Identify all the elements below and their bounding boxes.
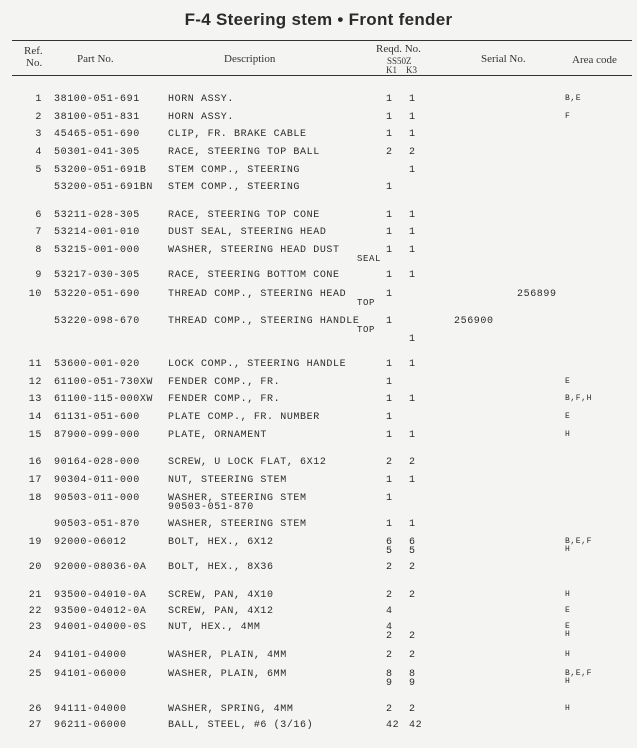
qty-k3: 2: [409, 562, 416, 573]
ref-number: 10: [28, 289, 42, 300]
ref-number: 14: [28, 412, 42, 423]
part-description: SCREW, PAN, 4X12: [168, 606, 274, 617]
area-code: E: [565, 412, 571, 421]
part-number: 50301-041-305: [54, 147, 140, 158]
header-top-rule: [12, 40, 632, 41]
part-description: BOLT, HEX., 8X36: [168, 562, 274, 573]
part-number: 53217-030-305: [54, 270, 140, 281]
ref-number: 15: [28, 430, 42, 441]
part-description: WASHER, STEERING HEAD DUST: [168, 245, 340, 256]
part-number: 94101-06000: [54, 669, 127, 680]
part-description: NUT, STEERING STEM: [168, 475, 287, 486]
qty-k1: 2: [386, 147, 393, 158]
header-ref-no: No.: [26, 57, 43, 69]
qty-k3: 1: [409, 112, 416, 123]
ref-number: 21: [28, 590, 42, 601]
header-part-no: Part No.: [77, 53, 114, 65]
part-number: 53200-051-691B: [54, 165, 147, 176]
ref-number: 5: [35, 165, 42, 176]
header-k1: K1: [386, 65, 397, 75]
area-code: H: [565, 430, 571, 439]
ref-number: 16: [28, 457, 42, 468]
qty-k1: 1: [386, 316, 393, 327]
part-description: RACE, STEERING TOP BALL: [168, 147, 320, 158]
qty-k3: 1: [409, 430, 416, 441]
part-description: FENDER COMP., FR.: [168, 377, 281, 388]
area-code: B,E: [565, 94, 582, 103]
qty-k3: 1: [409, 227, 416, 238]
area-code: E: [565, 606, 571, 615]
qty-k3: 1: [409, 394, 416, 405]
ref-number: 2: [35, 112, 42, 123]
qty-k1: 2: [386, 704, 393, 715]
ref-number: 12: [28, 377, 42, 388]
qty-k3: 2: [409, 704, 416, 715]
header-serial-no: Serial No.: [481, 53, 526, 65]
qty-k3: 2: [409, 457, 416, 468]
header-reqd-no: Reqd. No.: [376, 43, 421, 55]
area-code: B,F,H: [565, 394, 593, 403]
ref-number: 17: [28, 475, 42, 486]
area-code: B,E,F: [565, 669, 593, 678]
ref-number: 20: [28, 562, 42, 573]
qty-k1: 4: [386, 622, 393, 633]
part-number: 93500-04012-0A: [54, 606, 147, 617]
page-title: F-4 Steering stem • Front fender: [184, 10, 453, 29]
qty-k1: 1: [386, 475, 393, 486]
area-code-second: H: [565, 545, 571, 554]
area-code: H: [565, 590, 571, 599]
qty-k3-second: 5: [409, 546, 416, 557]
serial-number: 256899: [517, 289, 557, 300]
part-description: BOLT, HEX., 6X12: [168, 537, 274, 548]
part-number: 93500-04010-0A: [54, 590, 147, 601]
part-description: HORN ASSY.: [168, 112, 235, 123]
part-number: 38100-051-831: [54, 112, 140, 123]
qty-k3: 2: [409, 650, 416, 661]
ref-number: 11: [28, 359, 42, 370]
area-code: F: [565, 112, 571, 121]
part-description: STEM COMP., STEERING: [168, 182, 301, 193]
part-description: DUST SEAL, STEERING HEAD: [168, 227, 327, 238]
qty-k3: 2: [409, 590, 416, 601]
part-description: HORN ASSY.: [168, 94, 235, 105]
qty-k1-second: 2: [386, 631, 393, 642]
part-number: 53220-051-690: [54, 289, 140, 300]
qty-k1: 42: [386, 720, 400, 731]
part-description: STEM COMP., STEERING: [168, 165, 301, 176]
part-description: WASHER, STEERING STEM: [168, 519, 307, 530]
qty-k1: 1: [386, 182, 393, 193]
qty-k1: 1: [386, 412, 393, 423]
header-k3: K3: [406, 65, 417, 75]
part-number: 53211-028-305: [54, 210, 140, 221]
ref-number: 24: [28, 650, 42, 661]
part-number: 61100-051-730XW: [54, 377, 154, 388]
part-description-continued: TOP: [357, 325, 376, 335]
qty-k3: 1: [409, 270, 416, 281]
part-number: 87900-099-000: [54, 430, 140, 441]
part-description-continued: SEAL: [357, 254, 382, 264]
ref-number: 8: [35, 245, 42, 256]
part-description: WASHER, PLAIN, 6MM: [168, 669, 287, 680]
qty-k1: 1: [386, 519, 393, 530]
qty-k3: 1: [409, 245, 416, 256]
part-number: 92000-06012: [54, 537, 127, 548]
part-number: 94001-04000-0S: [54, 622, 147, 633]
part-number: 90503-051-870: [54, 519, 140, 530]
part-description: SCREW, PAN, 4X10: [168, 590, 274, 601]
area-code: B,E,F: [565, 537, 593, 546]
qty-k3-second: 9: [409, 678, 416, 689]
area-code-second: H: [565, 630, 571, 639]
part-description: WASHER, SPRING, 4MM: [168, 704, 294, 715]
header-model: SS50Z: [387, 56, 412, 66]
part-number: 90503-011-000: [54, 493, 140, 504]
qty-k1: 1: [386, 493, 393, 504]
part-description-continued: TOP: [357, 298, 376, 308]
qty-k1: 1: [386, 289, 393, 300]
qty-k1: 1: [386, 227, 393, 238]
header-bottom-rule: [12, 75, 632, 76]
qty-k1: 6: [386, 537, 393, 548]
part-number: 53600-001-020: [54, 359, 140, 370]
qty-k3: 1: [409, 475, 416, 486]
header-area-code: Area code: [572, 54, 617, 66]
part-number: 90304-011-000: [54, 475, 140, 486]
part-description: WASHER, STEERING STEM: [168, 493, 307, 504]
ref-number: 25: [28, 669, 42, 680]
header-ref: Ref.: [24, 45, 43, 57]
area-code: E: [565, 622, 571, 631]
ref-number: 18: [28, 493, 42, 504]
area-code: H: [565, 650, 571, 659]
qty-k1: 1: [386, 112, 393, 123]
qty-k1-second: 9: [386, 678, 393, 689]
part-number: 53215-001-000: [54, 245, 140, 256]
ref-number: 9: [35, 270, 42, 281]
ref-number: 23: [28, 622, 42, 633]
ref-number: 4: [35, 147, 42, 158]
area-code-second: H: [565, 677, 571, 686]
part-description: FENDER COMP., FR.: [168, 394, 281, 405]
qty-k3-second: 1: [409, 334, 416, 345]
part-number: 45465-051-690: [54, 129, 140, 140]
part-description: THREAD COMP., STEERING HEAD: [168, 289, 347, 300]
qty-k1: 1: [386, 377, 393, 388]
qty-k1: 1: [386, 430, 393, 441]
part-number: 90164-028-000: [54, 457, 140, 468]
qty-k3: 8: [409, 669, 416, 680]
qty-k1: 2: [386, 457, 393, 468]
part-number: 96211-06000: [54, 720, 127, 731]
qty-k1: 2: [386, 650, 393, 661]
qty-k1: 1: [386, 270, 393, 281]
qty-k1: 1: [386, 129, 393, 140]
ref-number: 19: [28, 537, 42, 548]
qty-k3: 1: [409, 210, 416, 221]
ref-number: 6: [35, 210, 42, 221]
part-description-continued: 90503-051-870: [168, 502, 254, 513]
qty-k1: 2: [386, 590, 393, 601]
part-number: 53214-001-010: [54, 227, 140, 238]
ref-number: 26: [28, 704, 42, 715]
qty-k1: 2: [386, 562, 393, 573]
part-description: SCREW, U LOCK FLAT, 6X12: [168, 457, 327, 468]
part-description: RACE, STEERING TOP CONE: [168, 210, 320, 221]
part-description: THREAD COMP., STEERING HANDLE: [168, 316, 360, 327]
part-number: 53220-098-670: [54, 316, 140, 327]
ref-number: 1: [35, 94, 42, 105]
area-code: E: [565, 377, 571, 386]
ref-number: 22: [28, 606, 42, 617]
qty-k1: 1: [386, 94, 393, 105]
qty-k3: 2: [409, 147, 416, 158]
qty-k1: 8: [386, 669, 393, 680]
part-description: RACE, STEERING BOTTOM CONE: [168, 270, 340, 281]
qty-k1: 4: [386, 606, 393, 617]
ref-number: 27: [28, 720, 42, 731]
ref-number: 7: [35, 227, 42, 238]
part-number: 53200-051-691BN: [54, 182, 154, 193]
qty-k3: 1: [409, 129, 416, 140]
area-code: H: [565, 704, 571, 713]
serial-number: 256900: [454, 316, 494, 327]
header-description: Description: [224, 53, 276, 65]
qty-k1: 1: [386, 210, 393, 221]
part-number: 61131-051-600: [54, 412, 140, 423]
part-number: 61100-115-000XW: [54, 394, 154, 405]
qty-k1: 1: [386, 359, 393, 370]
part-number: 94101-04000: [54, 650, 127, 661]
part-description: PLATE COMP., FR. NUMBER: [168, 412, 320, 423]
qty-k3: 1: [409, 94, 416, 105]
qty-k3: 1: [409, 519, 416, 530]
part-description: NUT, HEX., 4MM: [168, 622, 261, 633]
part-description: WASHER, PLAIN, 4MM: [168, 650, 287, 661]
qty-k1: 1: [386, 394, 393, 405]
part-description: BALL, STEEL, #6 (3/16): [168, 720, 314, 731]
qty-k1: 1: [386, 245, 393, 256]
qty-k3: 6: [409, 537, 416, 548]
qty-k3: 1: [409, 165, 416, 176]
ref-number: 3: [35, 129, 42, 140]
part-description: PLATE, ORNAMENT: [168, 430, 268, 441]
part-number: 94111-04000: [54, 704, 127, 715]
ref-number: 13: [28, 394, 42, 405]
qty-k3: 1: [409, 359, 416, 370]
part-description: LOCK COMP., STEERING HANDLE: [168, 359, 347, 370]
part-number: 92000-08036-0A: [54, 562, 147, 573]
qty-k1-second: 5: [386, 546, 393, 557]
qty-k3: 42: [409, 720, 423, 731]
part-description: CLIP, FR. BRAKE CABLE: [168, 129, 307, 140]
qty-k3-second: 2: [409, 631, 416, 642]
part-number: 38100-051-691: [54, 94, 140, 105]
